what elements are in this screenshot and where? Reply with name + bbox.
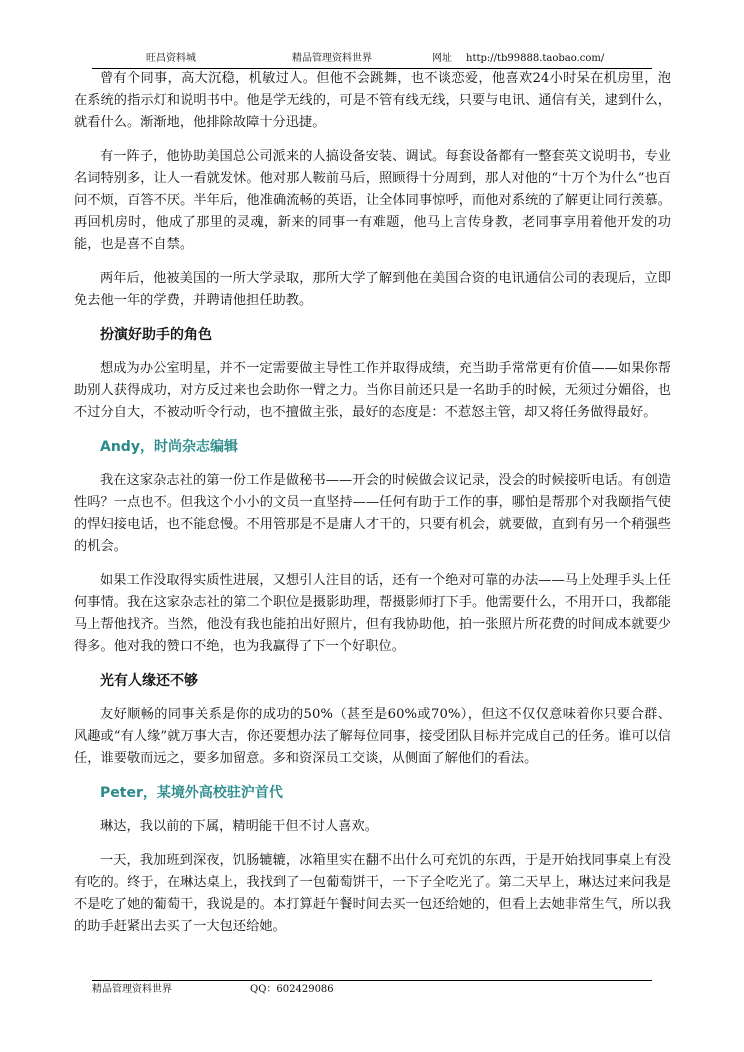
- paragraph: 琳达，我以前的下属，精明能干但不讨人喜欢。: [100, 819, 378, 834]
- footer-qq: QQ：602429086: [250, 984, 334, 995]
- article-body: [74, 68, 671, 950]
- section-heading: 光有人缘还不够: [100, 673, 198, 689]
- paragraph: 友好顺畅的同事关系是你的成功的50%（甚至是60%或70%），但这不仅仅意味着你只要合群、风趣或“有人缘”就万事大吉，你还要想办法了解每位同事，接受团队目标并完成自己的任务。谁可以信任，谁要敬而远之，要多加留意。多和资深员工交谈，从侧面了解他们的看法。: [74, 707, 671, 766]
- header-shop-name: 旺昌资料城: [146, 53, 196, 64]
- header-url: http://tb99888.taobao.com/: [466, 53, 605, 64]
- header-url-label: 网址: [432, 53, 452, 64]
- paragraph: 一天，我加班到深夜，饥肠辘辘，冰箱里实在翻不出什么可充饥的东西，于是开始找同事桌上有没有吃的。终于，在琳达桌上，我找到了一包葡萄饼干，一下子全吃光了。第二天早上，琳达过来问我是不是吃了她的葡萄干，我说是的。本打算赶午餐时间去买一包还给她的，但看上去她非常生气，所以我的助手赶紧出去买了一大包还给她。: [74, 853, 671, 934]
- byline-heading: Peter，某境外高校驻沪首代: [100, 785, 283, 801]
- footer-site-name: 精品管理资料世界: [92, 984, 172, 995]
- section-heading: 扮演好助手的角色: [100, 327, 212, 343]
- paragraph: 曾有个同事，高大沉稳，机敏过人。但他不会跳舞，也不谈恋爱，他喜欢24小时呆在机房里，泡在系统的指示灯和说明书中。他是学无线的，可是不管有线无线，只要与电讯、通信有关，逮到什么，就看什么。渐渐地，他排除故障十分迅捷。: [74, 71, 671, 130]
- page-footer: [92, 980, 652, 995]
- header-site-name: 精品管理资料世界: [292, 53, 372, 64]
- paragraph: 两年后，他被美国的一所大学录取，那所大学了解到他在美国合资的电讯通信公司的表现后，立即免去他一年的学费，并聘请他担任助教。: [74, 271, 671, 308]
- paragraph: 我在这家杂志社的第一份工作是做秘书——开会的时候做会议记录，没会的时候接听电话。有创造性吗？一点也不。但我这个小小的文员一直坚持——任何有助于工作的事，哪怕是帮那个对我颐指气使的悍妇接电话，也不能怠慢。不用管那是不是庸人才干的，只要有机会，就要做，直到有另一个稍强些的机会。: [74, 473, 671, 554]
- paragraph: 有一阵子，他协助美国总公司派来的人搞设备安装、调试。每套设备都有一整套英文说明书，专业名词特别多，让人一看就发怵。他对那人鞍前马后，照顾得十分周到，那人对他的“十万个为什么”也百问不烦，百答不厌。半年后，他准确流畅的英语，让全体同事惊呼，而他对系统的了解更让同行羡慕。再回机房时，他成了那里的灵魂，新来的同事一有难题，他马上言传身教，老同事享用着他开发的功能，也是喜不自禁。: [74, 149, 671, 252]
- paragraph: 如果工作没取得实质性进展，又想引人注目的话，还有一个绝对可靠的办法——马上处理手头上任何事情。我在这家杂志社的第二个职位是摄影助理，帮摄影师打下手。他需要什么，不用开口，我都能马上帮他找齐。当然，他没有我也能拍出好照片，但有我协助他，拍一张照片所花费的时间成本就要少得多。他对我的赞口不绝，也为我赢得了下一个好职位。: [74, 573, 671, 654]
- byline-heading: Andy，时尚杂志编辑: [100, 439, 238, 455]
- page-header: [92, 52, 652, 69]
- paragraph: 想成为办公室明星，并不一定需要做主导性工作并取得成绩，充当助手常常更有价值——如果你帮助别人获得成功，对方反过来也会助你一臂之力。当你目前还只是一名助手的时候，无须过分媚俗，也不过分自大，不被动听令行动，也不擅做主张，最好的态度是：不惹怒主管，却又将任务做得最好。: [74, 361, 671, 420]
